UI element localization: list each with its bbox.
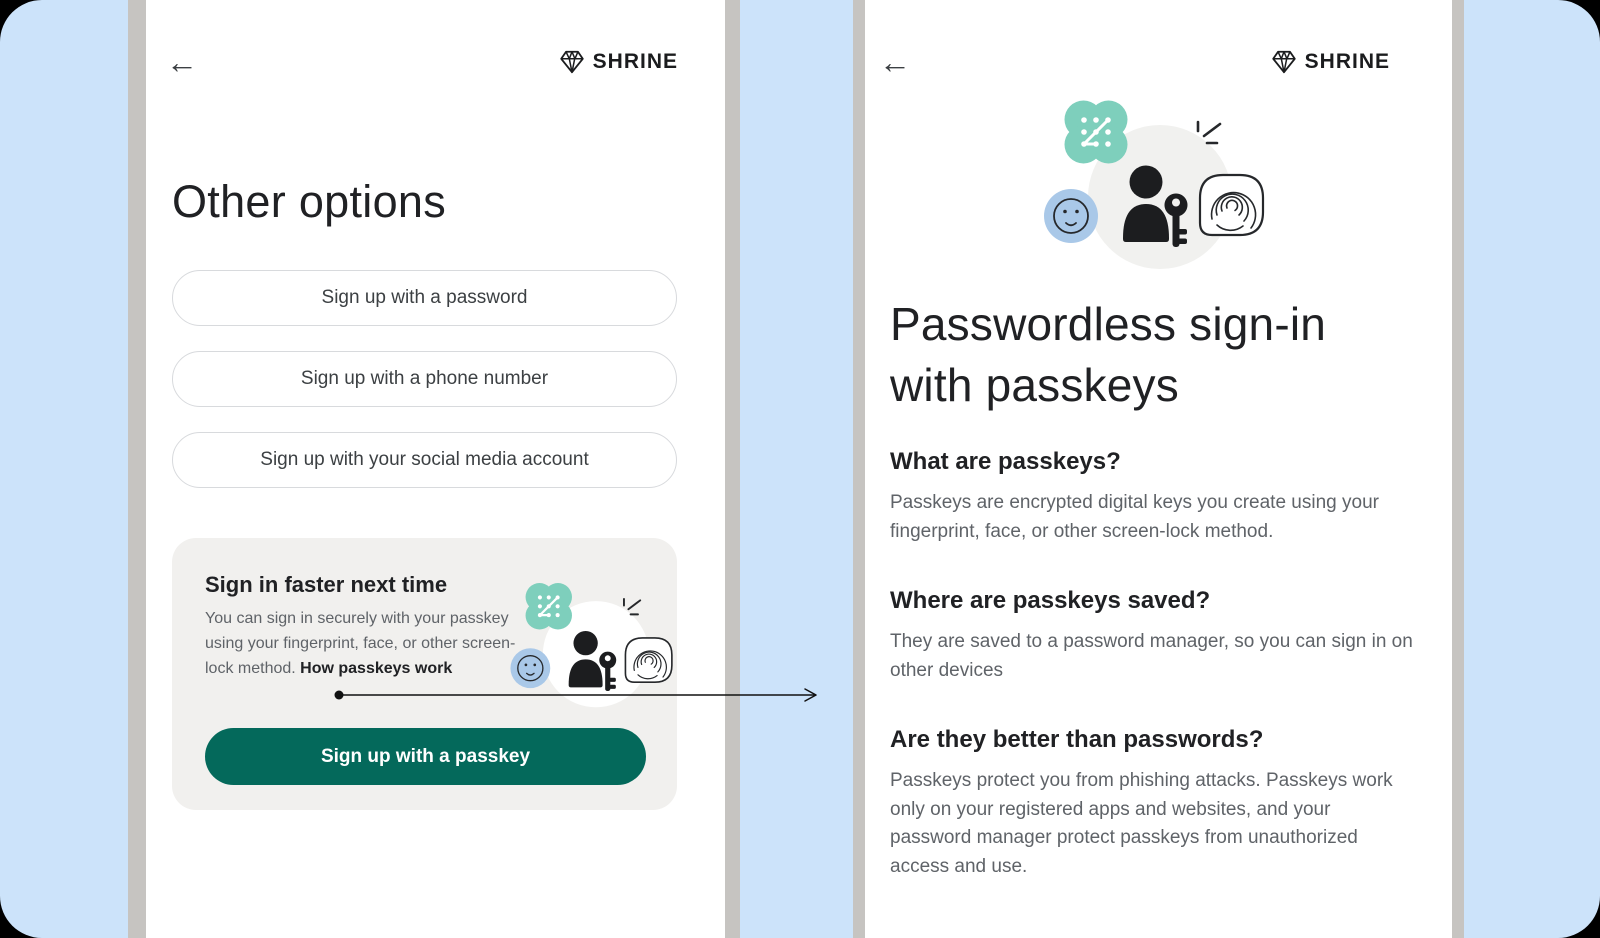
faq-heading: What are passkeys? [890,448,1121,475]
card-body-text [205,606,520,681]
phone-mockup-left [128,0,740,938]
passkey-info-screen [865,0,1452,938]
page-title: Passwordless sign-in with passkeys [890,298,1327,411]
signup-options [172,270,677,513]
passkey-illustration-small [508,579,678,708]
faq-section [890,448,1415,546]
phone-mockup-right [853,0,1464,938]
faq-section [890,587,1415,685]
passkey-promo-card [172,538,677,810]
shrine-logo [1270,48,1390,76]
faq-heading: Are they better than passwords? [890,726,1264,753]
back-button[interactable]: ← [879,44,911,80]
signup-phone-button[interactable]: Sign up with a phone number [172,351,677,407]
faq-body: They are saved to a password manager, so you can sign in on other devices [890,631,1413,681]
passkey-illustration-large [1041,95,1271,270]
app-header [146,46,725,78]
gem-icon [558,48,586,76]
page-title: Other options [172,176,447,228]
brand-name: SHRINE [1304,50,1390,73]
card-body-span: You can sign in securely with your passkey using your fingerprint, face, or other screen-lock method. [205,610,516,677]
how-passkeys-work-link[interactable]: How passkeys work [300,660,453,677]
signup-password-button[interactable]: Sign up with a password [172,270,677,326]
faq-section [890,726,1415,881]
faq-body: Passkeys protect you from phishing attacks. Passkeys work only on your registered apps and websites, and your password manager protect passkeys from unauthorized access and use. [890,770,1393,877]
passkey-faq [890,448,1415,922]
signup-social-button[interactable]: Sign up with your social media account [172,432,677,488]
signup-passkey-button[interactable]: Sign up with a passkey [205,728,646,785]
brand-name: SHRINE [592,50,678,73]
back-button[interactable]: ← [166,44,198,80]
app-header [865,46,1452,78]
faq-heading: Where are passkeys saved? [890,587,1211,614]
gem-icon [1270,48,1298,76]
faq-body: Passkeys are encrypted digital keys you create using your fingerprint, face, or other screen-lock method. [890,492,1379,542]
shrine-logo [558,48,678,76]
card-title: Sign in faster next time [205,572,448,597]
other-options-screen [146,0,725,938]
